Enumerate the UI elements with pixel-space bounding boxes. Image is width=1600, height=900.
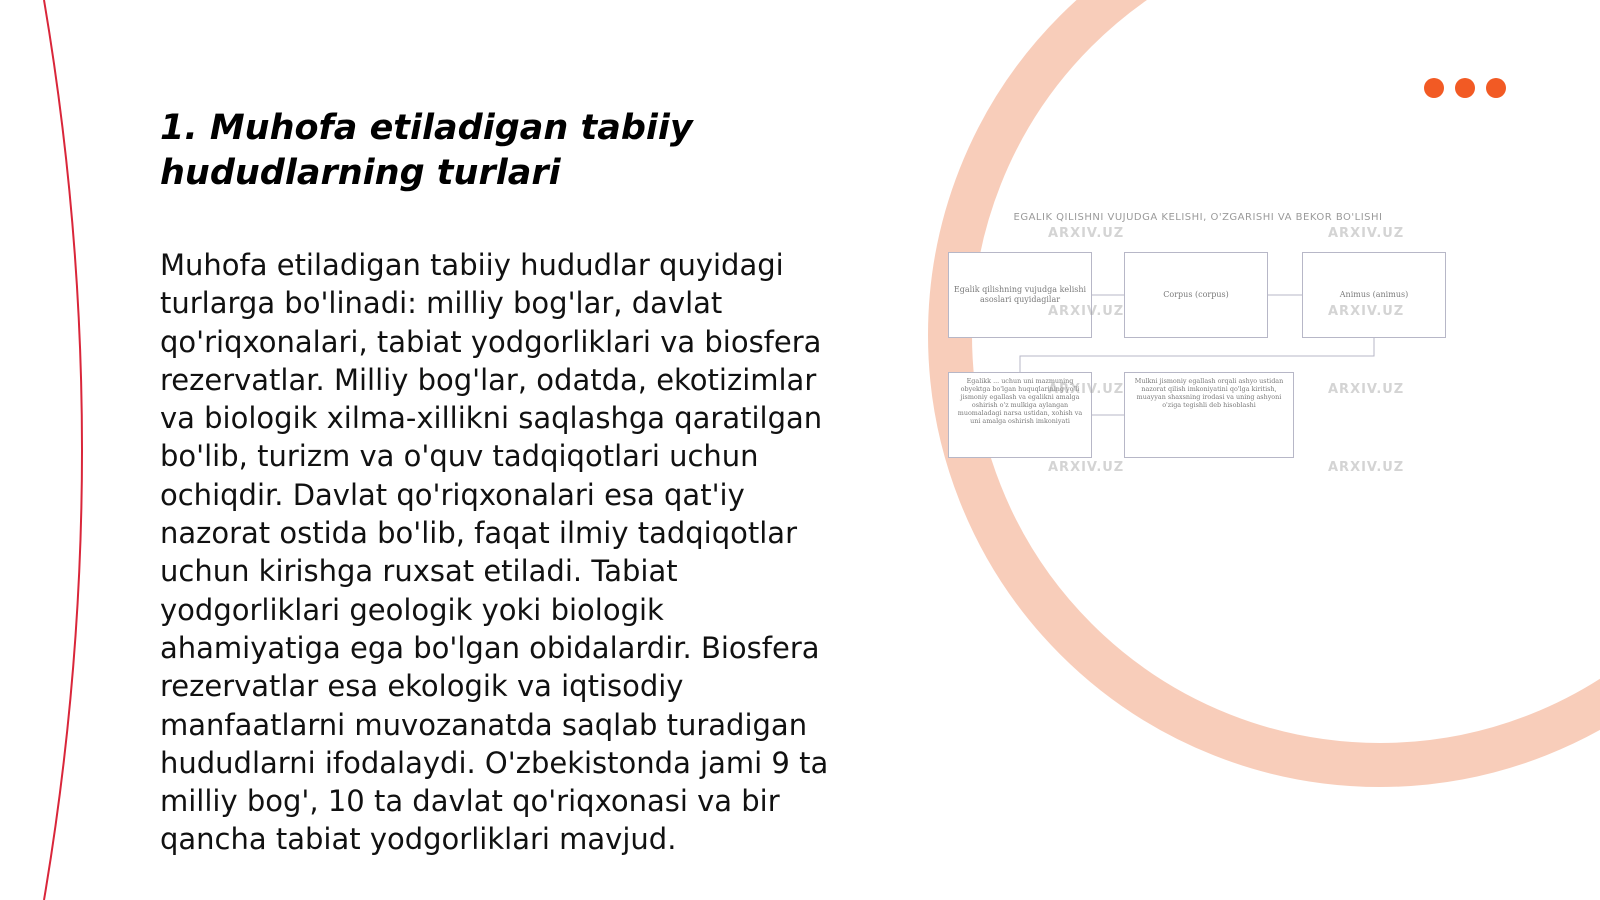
watermark: ARXIV.UZ (1048, 382, 1125, 397)
dots-menu (1424, 78, 1506, 98)
diagram-box: Egalik qilishning vujudga kelishi asoslari quyidagilar (948, 252, 1092, 338)
dot-icon (1486, 78, 1506, 98)
dot-icon (1424, 78, 1444, 98)
diagram-box: Corpus (corpus) (1124, 252, 1268, 338)
watermark: ARXIV.UZ (1048, 460, 1125, 475)
diagram-box: Animus (animus) (1302, 252, 1446, 338)
watermark: ARXIV.UZ (1048, 226, 1125, 241)
watermark: ARXIV.UZ (1328, 226, 1405, 241)
dot-icon (1455, 78, 1475, 98)
watermark: ARXIV.UZ (1328, 382, 1405, 397)
watermark: ARXIV.UZ (1048, 304, 1125, 319)
diagram-box: Mulkni jismoniy egallash orqali ashyo ustidan nazorat qilish imkoniyatini qo'lga kiritish, muayyan shaxsning irodasi va uning ashyoni o'ziga tegishli deb hisoblashi (1124, 372, 1294, 458)
slide-body-text: Muhofa etiladigan tabiiy hududlar quyidagi turlarga bo'linadi: milliy bog'lar, davlat qo'riqxonalari, tabiat yodgorliklari va biosfera rezervatlar. Milliy bog'lar, odatda, ekotizimlar va biologik xilma-xillikni saqlashga qaratilgan bo'lib, turizm va o'quv tadqiqotlari uchun ochiqdir. Davlat qo'riqxonalari esa qat'iy nazorat ostida bo'lib, faqat ilmiy tadqiqotlar uchun kirishga ruxsat etiladi. Tabiat yodgorliklari geologik yoki biologik ahamiyatiga ega bo'lgan obidalardir. Biosfera rezervatlar esa ekologik va iqtisodiy manfaatlarni muvozanatda saqlab turadigan hududlarni ifodalaydi. O'zbekistonda jami 9 ta milliy bog', 10 ta davlat qo'riqxonasi va bir qancha tabiat yodgorliklari mavjud. (160, 248, 829, 857)
slide-title: 1. Muhofa etiladigan tabiiy hududlarning turlari (160, 108, 693, 193)
diagram-heading: EGALIK QILISHNI VUJUDGA KELISHI, O'ZGARISHI VA BEKOR BO'LISHI (1013, 212, 1383, 223)
left-curve-line (44, 0, 82, 900)
embedded-diagram (948, 206, 1458, 486)
watermark: ARXIV.UZ (1328, 460, 1405, 475)
diagram-box: Egalikk ... uchun uni mazmuning obyektga bo'lgan huquqlarining yo'li jismoniy egallash va egalikni amalga oshirish o'z mulkiga aylangan muomaladagi narsa ustidan, xohish va uni amalga oshirish imkoniyati (948, 372, 1092, 458)
watermark: ARXIV.UZ (1328, 304, 1405, 319)
